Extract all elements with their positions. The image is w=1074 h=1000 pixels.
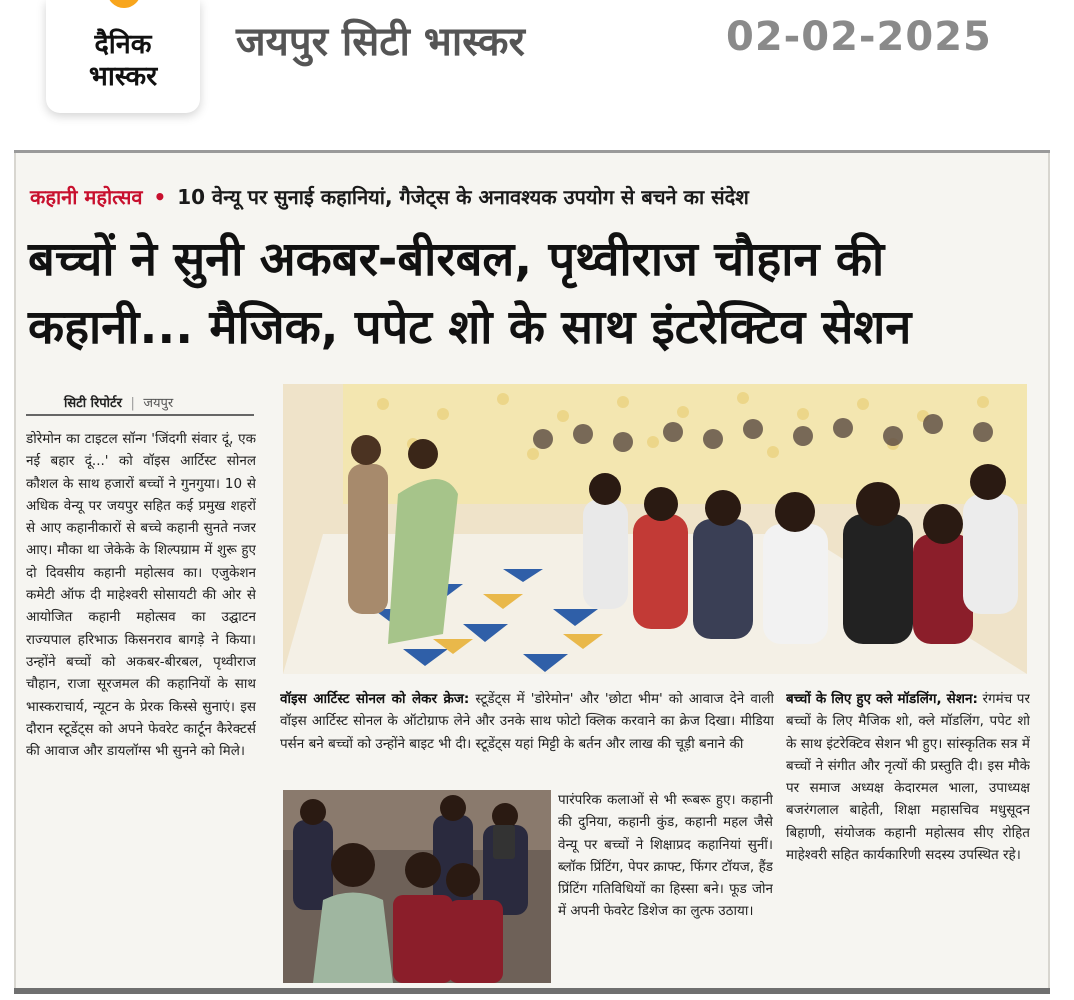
kicker-text: 10 वेन्यू पर सुनाई कहानियां, गैजेट्स के अनावश्यक उपयोग से बचने का संदेश [177, 185, 749, 209]
kicker-label: कहानी महोत्सव [30, 185, 143, 209]
middle-column-text [280, 688, 774, 784]
right-column-text [786, 688, 1030, 984]
byline-rule [26, 414, 254, 416]
sun-icon [107, 0, 141, 8]
main-event-photo [283, 384, 1027, 674]
middle-body: स्टूडेंट्स में 'डोरेमोन' और 'छोटा भीम' को आवाज देने वाली वॉइस आर्टिस्ट सोनल के ऑटोग्राफ लेने और उनके साथ फोटो क्लिक करवाने का क्रेज दिखा। मीडिया पर्सन बने बच्चों को उन्होंने बाइट भी दी। स्टूडेंट्स यहां मिट्टी के बर्तन और लाख की चूड़ी बनाने की [280, 691, 774, 752]
edition-title: जयपुर सिटी भास्कर [236, 19, 525, 65]
logo-line-1: दैनिक [94, 29, 152, 60]
clipping-top-rule [14, 150, 1050, 153]
article-byline [64, 393, 173, 411]
kicker-dot: • [153, 185, 167, 209]
article-headline: बच्चों ने सुनी अकबर-बीरबल, पृथ्वीराज चौहान की कहानी... मैजिक, पपेट शो के साथ इंटरेक्टिव सेशन [28, 232, 912, 355]
logo-line-2: भास्कर [88, 61, 158, 92]
right-subheading: बच्चों के लिए हुए क्ले मॉडलिंग, सेशन: [786, 691, 978, 707]
dainik-bhaskar-logo[interactable] [46, 0, 200, 113]
edition-date: 02-02-2025 [726, 14, 992, 60]
article-kicker [30, 183, 749, 210]
app-header [0, 0, 1074, 140]
byline-separator: | [130, 396, 135, 411]
clipping-bottom-rule [14, 988, 1050, 994]
right-body: रंगमंच पर बच्चों के लिए मैजिक शो, क्ले मॉडलिंग, पपेट शो के साथ इंटरेक्टिव सेशन भी हुए। सांस्कृतिक सत्र में बच्चों ने संगीत और नृत्यों की प्रस्तुति दी। इस मौके पर समाज अध्यक्ष केदारमल भाला, उपाध्यक्ष बजरंगलाल बाहेती, शिक्षा महासचिव मधुसूदन बिहाणी, संयोजक कहानी महोत्सव सीए रोहित माहेश्वरी सहित कार्यकारिणी सदस्य उपस्थित रहे। [786, 691, 1030, 864]
middle-column-continued: पारंपरिक कलाओं से भी रूबरू हुए। कहानी की दुनिया, कहानी कुंड, कहानी महल जैसे वेन्यू पर बच्चों ने शिक्षाप्रद कहानियां सुनीं। ब्लॉक प्रिंटिंग, पेपर क्राफ्ट, फिंगर टॉयज, हैंड प्रिंटिंग गतिविधियों का हिस्सा बने। फूड जोन में अपनी फेवरेट डिशेज का लुत्फ उठाया। [558, 792, 773, 920]
byline-city: जयपुर [143, 396, 174, 411]
middle-subheading: वॉइस आर्टिस्ट सोनल को लेकर क्रेज: [280, 691, 470, 707]
selfie-photo [283, 790, 551, 983]
byline-reporter: सिटी रिपोर्टर [64, 396, 122, 411]
left-column-text: डोरेमोन का टाइटल सॉन्ग 'जिंदगी संवार दूं, एक नई बहार दूं...' को वॉइस आर्टिस्ट सोनल कौशल के साथ हजारों बच्चों ने गुनगुया। 10 से अधिक वेन्यू पर जयपुर सहित कई प्रमुख शहरों से आए कहानीकारों से बच्चे कहानी सुनते नजर आए। मौका था जेकेके के शिल्पग्राम में शुरू हुए दो दिवसीय कहानी महोत्सव का। एजुकेशन कमेटी ऑफ दी माहेश्वरी सोसायटी की ओर से आयोजित कहानी महोत्सव का उद्घाटन राज्यपाल हरिभाऊ किसनराव बागड़े ने किया। उन्होंने बच्चों को अकबर-बीरबल, पृथ्वीराज चौहान, राजा सूरजमल की कहानियों के साथ भास्कराचार्य, न्यूटन के प्रेरक किस्से सुनाएं। इस दौरान स्टूडेंट्स को अपने फेवरेट कार्टून कैरेक्टर्स की आवाज और डायलॉग्स भी सुनने को मिले। [26, 431, 256, 760]
